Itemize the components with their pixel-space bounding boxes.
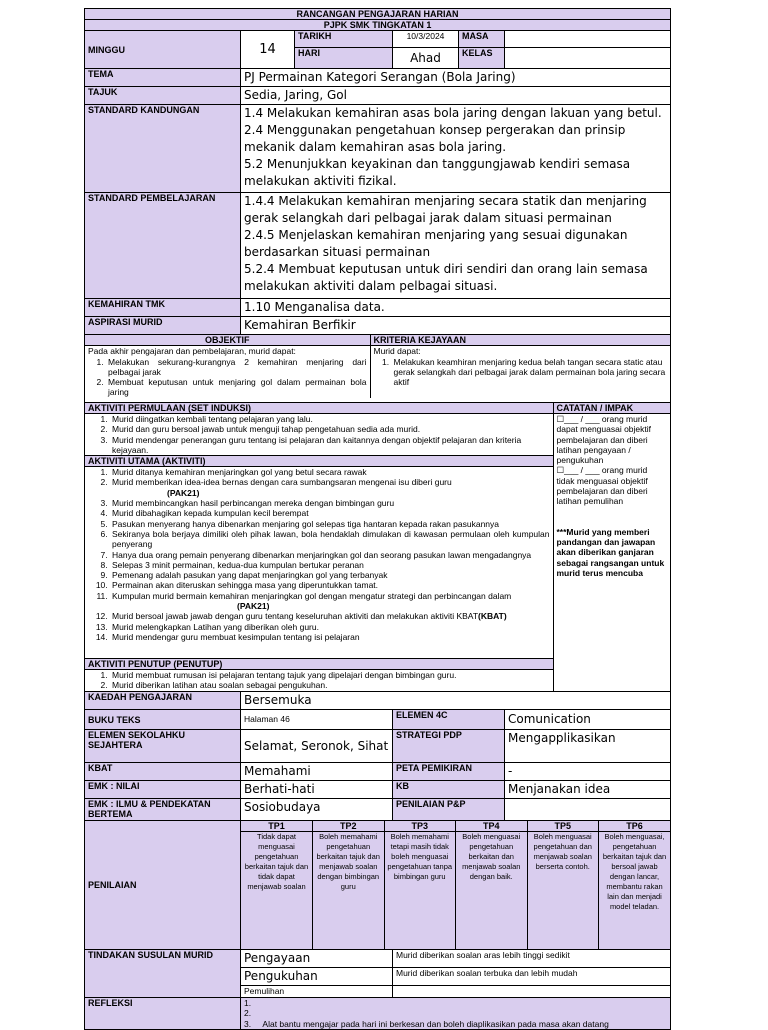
emk-ilmu-value: Sosiobudaya (241, 799, 393, 821)
penilaian-label: PENILAIAN (85, 821, 241, 950)
plan-title: RANCANGAN PENGAJARAN HARIAN (85, 9, 671, 20)
tp-level-name: TP5 (527, 821, 599, 832)
kbat-value: Memahami (241, 763, 393, 781)
tindakan-desc (393, 986, 671, 998)
tindakan-desc: Murid diberikan soalan aras lebih tinggi sedikit (393, 950, 671, 968)
sk-line: 2.4 Menggunakan pengetahuan konsep pergerakan dan prinsip mekanik dalam kemahiran asas bola jaring. (244, 123, 626, 154)
hari-value: Ahad (393, 48, 459, 69)
tp-level-name: TP6 (599, 821, 671, 832)
tindakan-type: Pengukuhan (241, 968, 393, 986)
utama-list (88, 467, 550, 642)
utama-header: AKTIVITI UTAMA (AKTIVITI) (85, 456, 553, 467)
permulaan-item: 2. Murid dan guru bersoal jawab untuk menguji tahap pengetahuan sedia ada murid. (110, 424, 550, 434)
refleksi-label: REFLEKSI (85, 997, 241, 1030)
tindakan-desc: Murid diberikan soalan terbuka dan lebih mudah (393, 968, 671, 986)
kriteria-item: 1. Melakukan keamhiran menjaring kedua belah tangan secara static atau gerak selangkah dari pelbagai jarak dalam permainan bola jaring secara aktif (392, 357, 668, 388)
utama-item (110, 519, 550, 529)
permulaan-item: 3. Murid mendengar penerangan guru tentang isi pelajaran dan kaitannya dengan objektif pelajaran dan kriteria kejayaan. (110, 435, 550, 456)
catatan-note: ***Murid yang memberi pandangan dan jawapan akan diberikan ganjaran sebagai rangsangan untuk murid terus mencuba (556, 526, 665, 578)
elemen-4c-value: Comunication (505, 710, 671, 730)
catatan-line-1: ☐___ / ___ orang murid dapat menguasai objektif pembelajaran dan diberi latihan pengayaan / pengukuhan (556, 414, 652, 466)
kriteria-content (370, 346, 670, 398)
kemahiran-tmk-label: KEMAHIRAN TMK (85, 299, 241, 317)
masa-value (505, 31, 671, 48)
utama-item-text: Pasukan menyerang hanya dibenarkan menjaring gol selepas tiga hantaran kepada rakan pasukannya (112, 518, 500, 529)
kb-value: Menjanakan idea (505, 781, 671, 799)
tema-label: TEMA (85, 69, 241, 87)
catatan-line-2: ☐___ / ___ orang murid tidak menguasai objektif pembelajaran dan diberi latihan pemulihan (556, 465, 648, 507)
utama-item-text: Murid bersoal jawab jawab dengan guru tentang keseluruhan aktiviti dan melakukan aktiviti KBAT (112, 611, 479, 622)
utama-item-text: Murid melengkapkan Latihan yang diberikan oleh guru. (112, 621, 319, 632)
utama-content (85, 467, 553, 658)
sk-line: 5.2 Menunjukkan keyakinan dan tanggungjawab kendiri semasa melakukan aktiviti fizikal. (244, 157, 631, 188)
refleksi-item: 3. Alat bantu mengajar pada hari ini berkesan dan boleh diaplikasikan pada masa akan datang (244, 1018, 609, 1029)
tp-level-desc: Boleh memahami pengetahuan berkaitan tajuk dan menjawab soalan dengan bimbingan guru (313, 832, 385, 950)
emk-nilai-value: Berhati-hati (241, 781, 393, 799)
tajuk-value: Sedia, Jaring, Gol (241, 87, 671, 105)
sp-line: 1.4.4 Melakukan kemahiran menjaring secara statik dan menjaring gerak selangkah dari pelbagai jarak dalam situasi permainan (244, 194, 647, 225)
buku-teks-value: Halaman 46 (241, 710, 393, 730)
tp-level-desc: Tidak dapat menguasai pengetahuan berkaitan tajuk dan tidak dapat menjawab soalan (241, 832, 313, 950)
tarikh-value: 10/3/2024 (393, 31, 459, 48)
refleksi-item: 2. (244, 1008, 252, 1018)
kaedah-value: Bersemuka (241, 692, 671, 710)
utama-item (110, 622, 550, 632)
tp-level-name: TP4 (456, 821, 528, 832)
utama-item (110, 580, 550, 590)
elemen-4c-label: ELEMEN 4C (393, 710, 505, 730)
elemen-sekolah-value: Selamat, Seronok, Sihat (241, 730, 393, 763)
utama-item (110, 477, 550, 498)
emk-nilai-label: EMK : NILAI (85, 781, 241, 799)
standard-pembelajaran-label: STANDARD PEMBELAJARAN (85, 193, 241, 299)
tp-level-desc: Boleh menguasai pengetahuan dan menjawab soalan berserta contoh. (527, 832, 599, 950)
penutup-content (85, 669, 553, 691)
utama-item-tag: (PAK21) (237, 601, 270, 612)
tp-level-name: TP3 (384, 821, 456, 832)
tp-level-name: TP1 (241, 821, 313, 832)
kelas-label: KELAS (459, 48, 505, 69)
aspirasi-murid-value: Kemahiran Berfikir (241, 317, 671, 335)
utama-item-tag: (KBAT) (478, 611, 507, 622)
emk-ilmu-label: EMK : ILMU & PENDEKATAN BERTEMA (85, 799, 241, 821)
sk-line: 1.4 Melakukan kemahiran asas bola jaring dengan lakuan yang betul. (244, 106, 662, 120)
hari-label: HARI (295, 48, 393, 69)
utama-item-tag: (PAK21) (167, 487, 200, 498)
penutup-item: 1. Murid membuat rumusan isi pelajaran tentang tajuk yang dipelajari dengan bimbingan guru. (110, 670, 550, 680)
buku-teks-label: BUKU TEKS (85, 710, 241, 730)
penilaian-pp-label: PENILAIAN P&P (393, 799, 505, 821)
penutup-item: 2. Murid diberikan latihan atau soalan sebagai pengukuhan. (110, 680, 550, 690)
catatan-header: CATATAN / IMPAK (554, 403, 671, 414)
utama-item-text: Permainan akan diteruskan sehingga masa yang diperuntukkan tamat. (112, 580, 379, 591)
tindakan-label: TINDAKAN SUSULAN MURID (85, 950, 241, 998)
utama-item-text: Pemenang adalah pasukan yang dapat menjaringkan gol yang terbanyak (112, 570, 388, 581)
permulaan-item: 1. Murid diingatkan kembali tentang pelajaran yang lalu. (110, 414, 550, 424)
objektif-header: OBJEKTIF (85, 335, 370, 346)
penilaian-pp-value (505, 799, 671, 821)
standard-pembelajaran-content (241, 193, 671, 299)
minggu-value: 14 (241, 31, 295, 69)
sp-line: 2.4.5 Menjelaskan kemahiran menjaring yang sesuai digunakan berdasarkan situasi permainan (244, 228, 628, 259)
kaedah-label: KAEDAH PENGAJARAN (85, 692, 241, 710)
utama-item (110, 591, 550, 612)
tp-level-desc: Boleh menguasai pengetahuan berkaitan dan menjawab soalan dengan baik. (456, 832, 528, 950)
utama-item (110, 632, 550, 642)
utama-item-text: Murid mendengar guru membuat kesimpulan tentang isi pelajaran (112, 631, 360, 642)
lesson-plan-table (84, 8, 671, 1030)
utama-item (110, 529, 550, 550)
tp-level-desc: Boleh memahami tetapi masih tidak boleh menguasai pengetahuan tanpa bimbingan guru (384, 832, 456, 950)
tarikh-label: TARIKH (295, 31, 393, 48)
tindakan-type: Pemulihan (241, 986, 393, 998)
standard-kandungan-label: STANDARD KANDUNGAN (85, 105, 241, 193)
tindakan-type: Pengayaan (241, 950, 393, 968)
kelas-value (505, 48, 671, 69)
strategi-value: Mengapplikasikan (505, 730, 671, 763)
utama-item (110, 611, 550, 621)
kemahiran-tmk-value: 1.10 Menganalisa data. (241, 299, 671, 317)
objektif-intro: Pada akhir pengajaran dan pembelajaran, murid dapat: (88, 346, 296, 356)
objektif-item: 1. Melakukan sekurang-kurangnya 2 kemahiran menjaring dari pelbagai jarak (106, 357, 367, 378)
utama-item-text: Sekiranya bola berjaya dimiliki oleh pihak lawan, bola hendaklah dimulakan di kawasan permulaan oleh kumpulan penyerang (112, 528, 550, 550)
plan-subtitle: PJPK SMK TINGKATAN 1 (85, 20, 671, 31)
utama-item-text: Murid dibahagikan kepada kumpulan kecil berempat (112, 508, 309, 519)
tp-level-desc: Boleh menguasai, pengetahuan berkaitan tajuk dan bersoal jawab dengan lancar, membantu rakan lain dan menjadi model teladan. (599, 832, 671, 950)
tp-level-name: TP2 (313, 821, 385, 832)
strategi-label: STRATEGI PDP (393, 730, 505, 763)
kriteria-intro: Murid dapat: (373, 346, 421, 356)
aspirasi-murid-label: ASPIRASI MURID (85, 317, 241, 335)
objektif-content (85, 346, 370, 398)
utama-item (110, 508, 550, 518)
utama-item-text: Murid membincangkan hasil perbincangan mereka dengan bimbingan guru (112, 498, 395, 509)
sp-line: 5.2.4 Membuat keputusan untuk diri sendiri dan orang lain semasa melakukan aktiviti dalam pelbagai situasi. (244, 262, 648, 293)
tema-value: PJ Permainan Kategori Serangan (Bola Jaring) (241, 69, 671, 87)
standard-kandungan-content (241, 105, 671, 193)
kbat-label: KBAT (85, 763, 241, 781)
utama-item-text: Murid memberikan idea-idea bernas dengan cara sumbangsaran mengenai isu diberi guru (112, 477, 452, 488)
peta-label: PETA PEMIKIRAN (393, 763, 505, 781)
utama-item (110, 550, 550, 560)
refleksi-content (241, 997, 671, 1030)
masa-label: MASA (459, 31, 505, 48)
utama-item-text: Selepas 3 minit permainan, kedua-dua kumpulan bertukar peranan (112, 559, 364, 570)
kriteria-header: KRITERIA KEJAYAAN (370, 335, 670, 346)
objektif-item: 2. Membuat keputusan untuk menjaring gol dalam permainan bola jaring (106, 377, 367, 398)
utama-item (110, 498, 550, 508)
peta-value: - (505, 763, 671, 781)
utama-item (110, 570, 550, 580)
tajuk-label: TAJUK (85, 87, 241, 105)
catatan-column (553, 403, 670, 691)
utama-item-text: Kumpulan murid bermain kemahiran menjaringkan gol dengan mengatur strategi dan perbincangan dalam (112, 590, 512, 601)
utama-item (110, 467, 550, 477)
utama-item (110, 560, 550, 570)
penutup-header: AKTIVITI PENUTUP (PENUTUP) (85, 658, 553, 669)
minggu-label: MINGGU (85, 31, 241, 69)
kb-label: KB (393, 781, 505, 799)
permulaan-content (85, 414, 553, 456)
utama-item-text: Hanya dua orang pemain penyerang dibenarkan menjaringkan gol dan seorang pasukan lawan mengadangnya (112, 549, 532, 560)
utama-item-text: Murid ditanya kemahiran menjaringkan gol yang betul secara rawak (112, 467, 367, 478)
elemen-sekolah-label: ELEMEN SEKOLAHKU SEJAHTERA (85, 730, 241, 763)
refleksi-item: 1. (244, 997, 252, 1008)
permulaan-header: AKTIVITI PERMULAAN (SET INDUKSI) (85, 403, 553, 414)
